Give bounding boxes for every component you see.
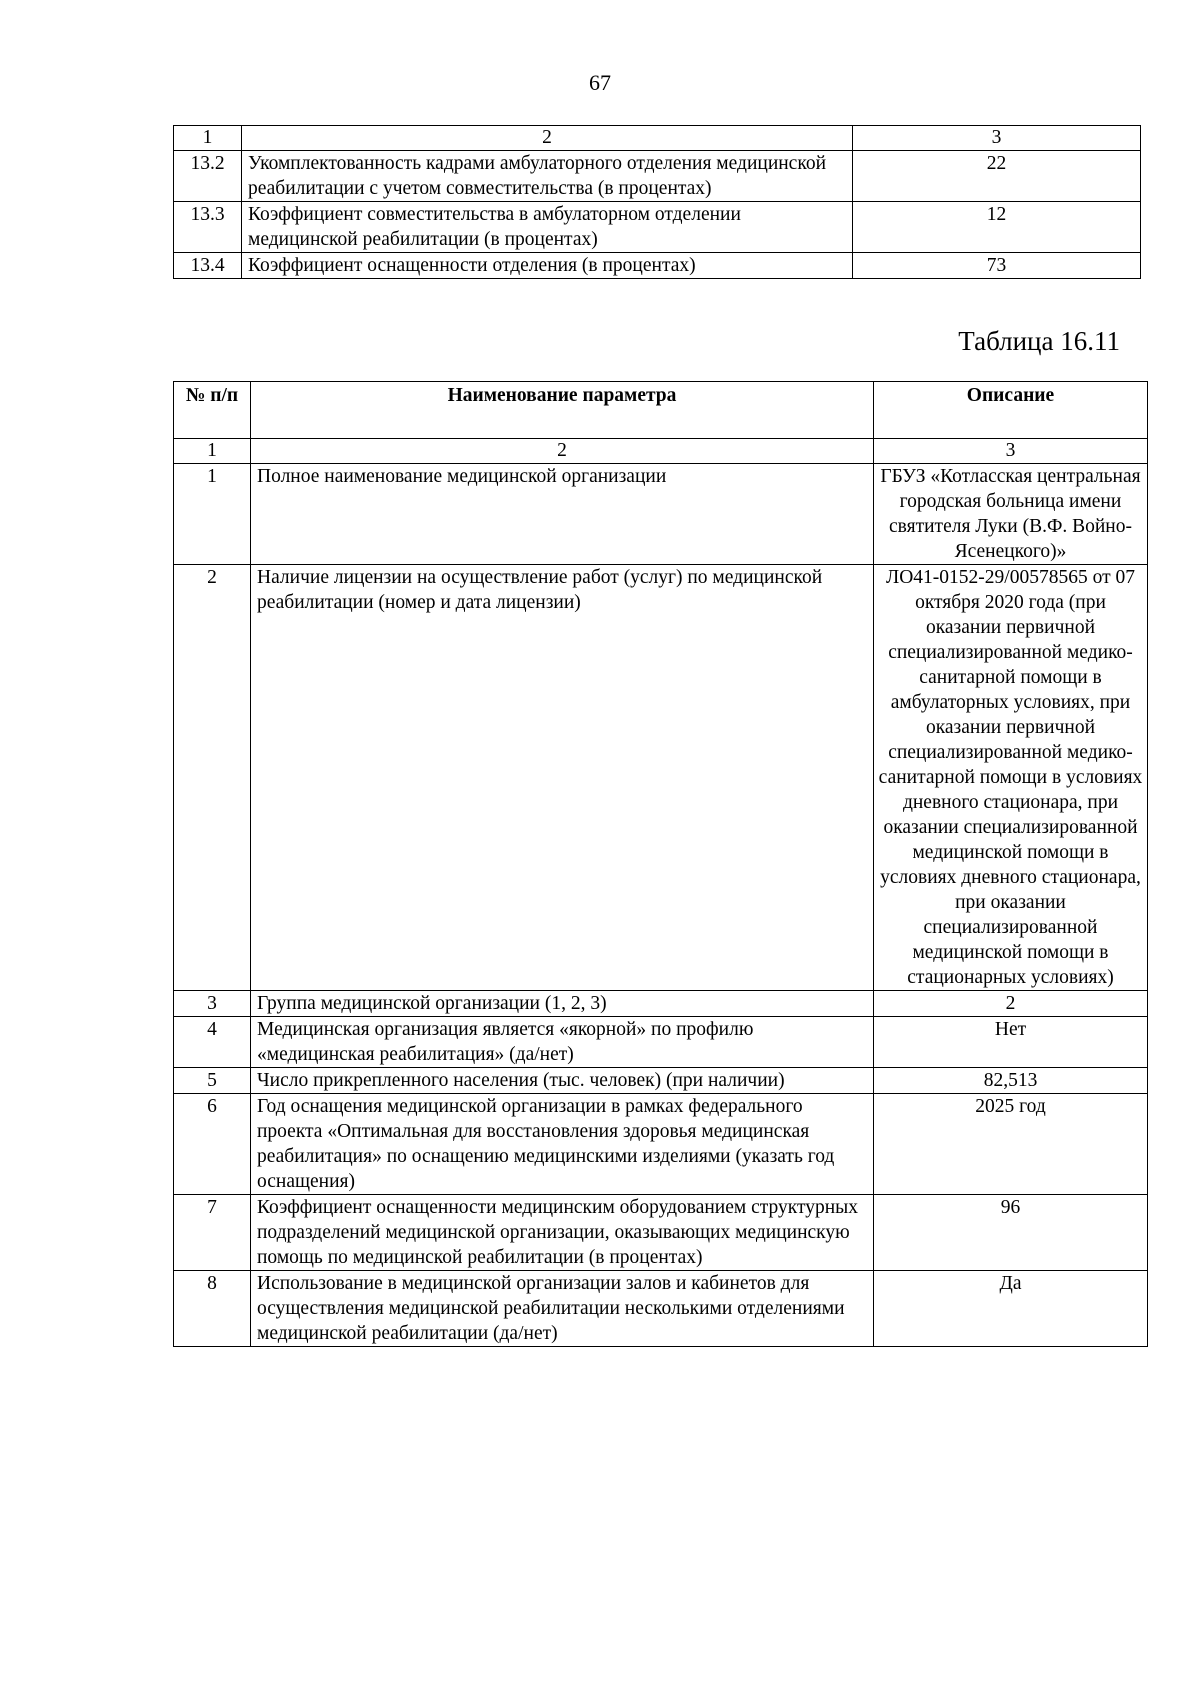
parameter-name: Коэффициент оснащенности отделения (в процентах)	[242, 253, 853, 279]
parameter-name: Группа медицинской организации (1, 2, 3)	[251, 991, 874, 1017]
table-row	[174, 565, 1148, 991]
parameter-description: ГБУЗ «Котласская центральная городская больница имени святителя Луки (В.Ф. Войно-Ясенецкого)»	[874, 464, 1148, 565]
parameter-name: Год оснащения медицинской организации в рамках федерального проекта «Оптимальная для восстановления здоровья медицинская реабилитация» по оснащению медицинскими изделиями (указать год оснащения)	[251, 1094, 874, 1195]
continued-table	[173, 125, 1141, 279]
row-number: 13.4	[174, 253, 242, 279]
column-index: 3	[874, 439, 1148, 464]
row-number: 7	[174, 1195, 251, 1271]
table-caption: Таблица 16.11	[958, 326, 1120, 356]
column-index: 1	[174, 439, 251, 464]
parameter-description: 2	[874, 991, 1148, 1017]
table-header	[173, 381, 1148, 439]
column-index-row	[174, 439, 1148, 464]
table-row	[174, 1195, 1148, 1271]
parameter-name: Наличие лицензии на осуществление работ (услуг) по медицинской реабилитации (номер и дата лицензии)	[251, 565, 874, 991]
table-row	[174, 991, 1148, 1017]
table-row	[174, 1271, 1148, 1347]
table-row	[174, 151, 1141, 202]
row-number: 13.2	[174, 151, 242, 202]
parameter-value: 22	[853, 151, 1141, 202]
page-number: 67	[589, 70, 611, 95]
column-index: 2	[242, 126, 853, 151]
parameter-description: 2025 год	[874, 1094, 1148, 1195]
parameter-name: Полное наименование медицинской организации	[251, 464, 874, 565]
row-number: 4	[174, 1017, 251, 1068]
column-index: 1	[174, 126, 242, 151]
row-number: 8	[174, 1271, 251, 1347]
parameter-description: ЛО41-0152-29/00578565 от 07 октября 2020 года (при оказании первичной специализированной медико-санитарной помощи в амбулаторных условиях, при оказании первичной специализированной медико-санитарной помощи в условиях дневного стационара, при оказании специализированной медицинской помощи в условиях дневного стационара, при оказании специализированной медицинской помощи в стационарных условиях)	[874, 565, 1148, 991]
parameter-description: 82,513	[874, 1068, 1148, 1094]
table-row	[174, 1068, 1148, 1094]
parameter-name: Коэффициент оснащенности медицинским оборудованием структурных подразделений медицинской организации, оказывающих медицинскую помощь по медицинской реабилитации (в процентах)	[251, 1195, 874, 1271]
parameter-description: 96	[874, 1195, 1148, 1271]
parameter-name: Использование в медицинской организации залов и кабинетов для осуществления медицинской реабилитации несколькими отделениями медицинской реабилитации (да/нет)	[251, 1271, 874, 1347]
row-number: 13.3	[174, 202, 242, 253]
header-description: Описание	[874, 382, 1148, 439]
parameter-name: Укомплектованность кадрами амбулаторного отделения медицинской реабилитации с учетом совместительства (в процентах)	[242, 151, 853, 202]
header-parameter: Наименование параметра	[251, 382, 874, 439]
table-row	[174, 1017, 1148, 1068]
table-row	[174, 464, 1148, 565]
row-number: 3	[174, 991, 251, 1017]
header-row	[174, 382, 1148, 439]
parameter-description: Да	[874, 1271, 1148, 1347]
row-number: 1	[174, 464, 251, 565]
parameter-description: Нет	[874, 1017, 1148, 1068]
header-number: № п/п	[174, 382, 251, 439]
column-index: 2	[251, 439, 874, 464]
parameter-name: Число прикрепленного населения (тыс. человек) (при наличии)	[251, 1068, 874, 1094]
organization-table	[173, 438, 1148, 1347]
row-number: 2	[174, 565, 251, 991]
column-index-row	[174, 126, 1141, 151]
parameter-name: Коэффициент совместительства в амбулаторном отделении медицинской реабилитации (в процентах)	[242, 202, 853, 253]
row-number: 6	[174, 1094, 251, 1195]
table-row	[174, 1094, 1148, 1195]
row-number: 5	[174, 1068, 251, 1094]
parameter-value: 73	[853, 253, 1141, 279]
column-index: 3	[853, 126, 1141, 151]
table-row	[174, 253, 1141, 279]
parameter-name: Медицинская организация является «якорной» по профилю «медицинская реабилитация» (да/нет)	[251, 1017, 874, 1068]
table-row	[174, 202, 1141, 253]
parameter-value: 12	[853, 202, 1141, 253]
